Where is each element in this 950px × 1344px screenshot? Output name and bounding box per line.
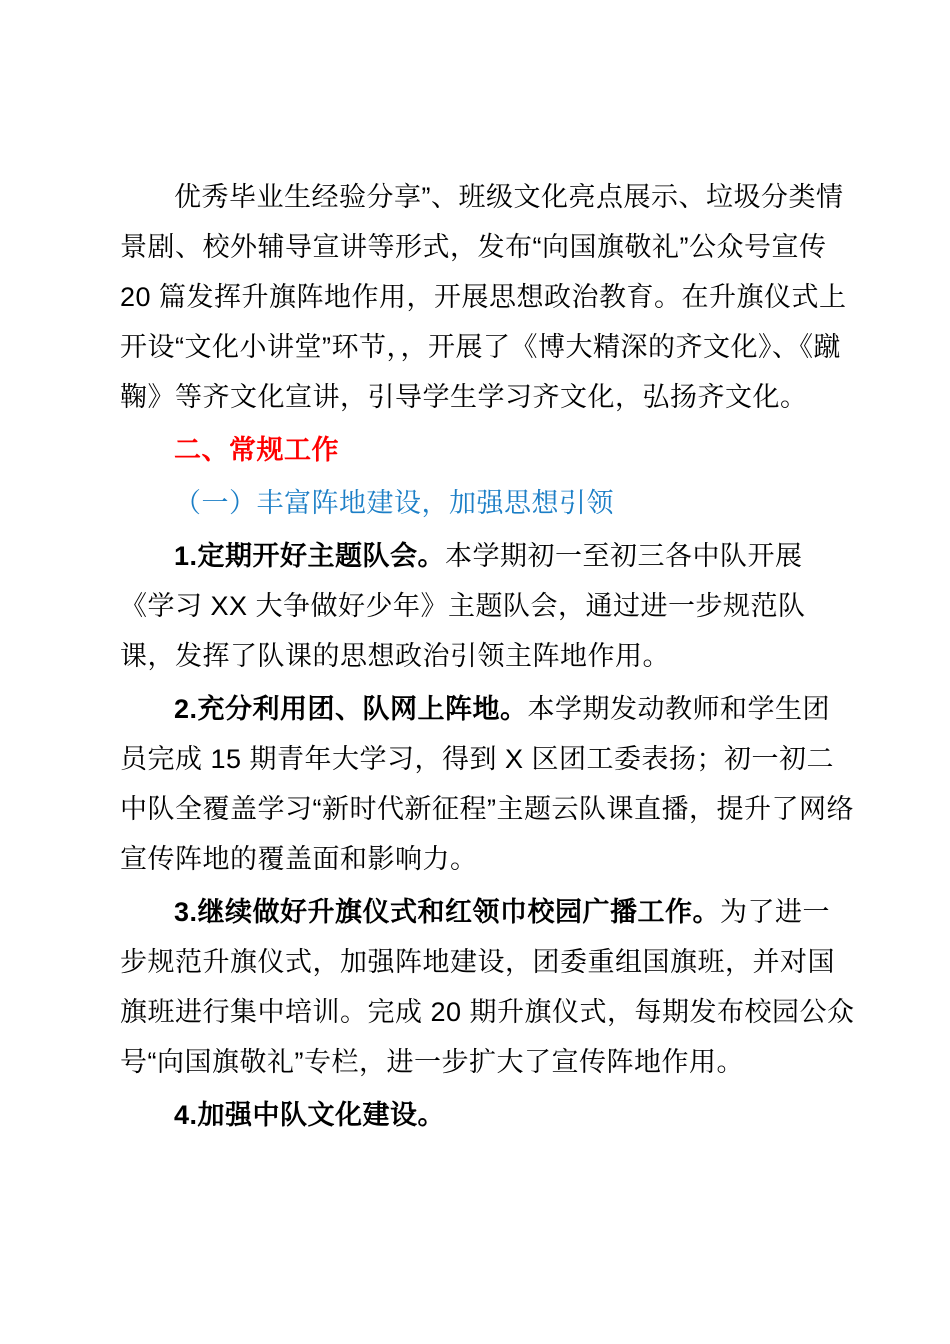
numbered-item-2-lead: 2.充分利用团、队网上阵地。 <box>174 694 528 724</box>
numbered-item-3-body: 为了进一步规范升旗仪式，加强阵地建设，团委重组国旗班，并对国旗班进行集中培训。完成 20 期升旗仪式，每期发布校园公众号“向国旗敬礼”专栏，进一步扩大了宣传阵地作用。 <box>120 897 855 1077</box>
subsection-heading: （一）丰富阵地建设，加强思想引领 <box>174 488 614 518</box>
numbered-item-3-lead: 3.继续做好升旗仪式和红领巾校园广播工作。 <box>174 897 721 927</box>
numbered-item-4-lead: 4.加强中队文化建设。 <box>174 1100 446 1130</box>
numbered-item-2 <box>120 684 857 884</box>
numbered-item-4 <box>120 1090 857 1140</box>
numbered-item-1-body: 本学期初一至初三各中队开展《学习 XX 大争做好少年》主题队会，通过进一步规范队课，发挥了队课的思想政治引领主阵地作用。 <box>120 541 806 671</box>
section-heading: 二、常规工作 <box>174 435 339 465</box>
numbered-item-1 <box>120 531 857 681</box>
intro-paragraph: 优秀毕业生经验分享”、班级文化亮点展示、垃圾分类情景剧、校外辅导宣讲等形式，发布“向国旗敬礼”公众号宣传 20 篇发挥升旗阵地作用，开展思想政治教育。在升旗仪式上开设“文化小讲堂”环节，，开展了《博大精深的齐文化》、《蹴鞠》等齐文化宣讲，引导学生学习齐文化，弘扬齐文化。 <box>120 182 847 412</box>
numbered-item-2-body: 本学期发动教师和学生团员完成 15 期青年大学习，得到 X 区团工委表扬；初一初二中队全覆盖学习“新时代新征程”主题云队课直播，提升了网络宣传阵地的覆盖面和影响力。 <box>120 694 854 874</box>
numbered-item-1-lead: 1.定期开好主题队会。 <box>174 541 446 571</box>
numbered-item-3 <box>120 887 857 1087</box>
